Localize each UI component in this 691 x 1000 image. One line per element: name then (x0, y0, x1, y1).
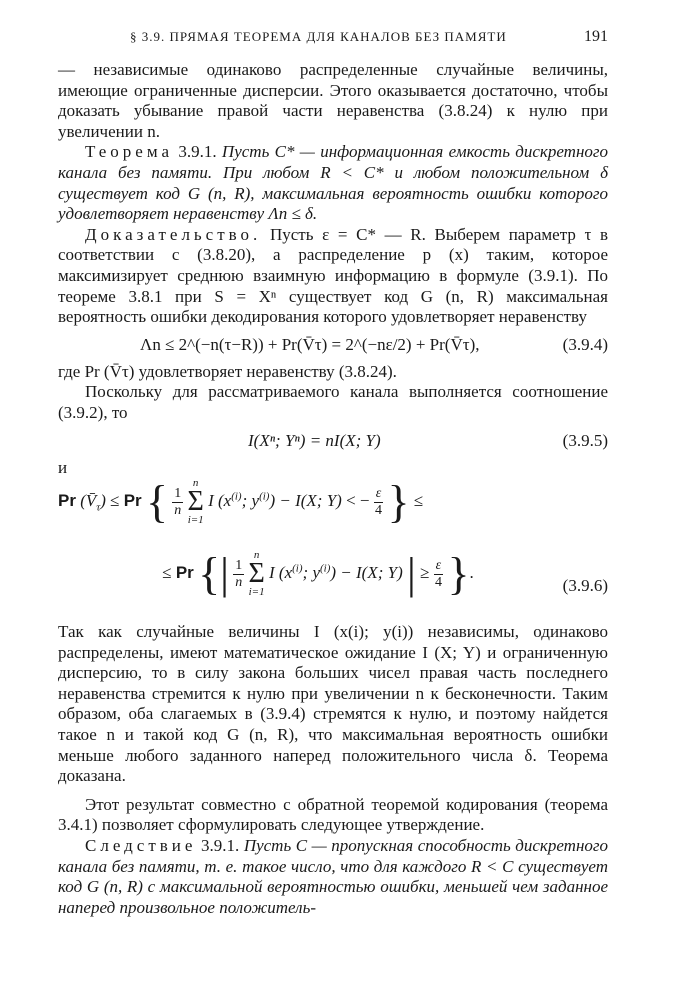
proof-text: Пусть ε = C* — R. Выберем параметр τ в соответствии с (3.8.20), а распределение p (x) таким, которое максимизирует среднюю взаимную информацию в формуле (3.9.1). По теореме 3.8.1 при S = Xⁿ существует код G (n, R) максимальная вероятность ошибки декодирования которого удовлетворяет неравенству (58, 224, 608, 327)
proof-label: Доказательство. (85, 224, 262, 244)
paragraph-result: Этот результат совместно с обратной теоремой кодирования (теорема 3.4.1) позволяет сформулировать следующее утверждение. (58, 794, 608, 835)
theorem (58, 142, 608, 224)
equation-3-9-5-body: I(Xⁿ; Yⁿ) = nI(X; Y) (248, 430, 381, 450)
theorem-text: Пусть C* — информационная емкость дискретного канала без памяти. При любом R < C* и любом положительном δ существует код G (n, R), максимальная вероятность ошибки которого удовлетворяет неравенству Λn ≤ δ. (58, 142, 609, 224)
conjunction-and: и (58, 457, 68, 477)
equation-3-9-5-number: (3.9.5) (562, 430, 608, 450)
corollary-number: 3.9.1. (201, 836, 240, 856)
equation-3-9-4-number: (3.9.4) (562, 334, 608, 354)
theorem-number: 3.9.1. (178, 142, 217, 162)
proof (58, 225, 608, 328)
page (58, 28, 608, 918)
running-header (58, 28, 608, 46)
page-number: 191 (584, 28, 608, 45)
equation-3-9-4-body: Λn ≤ 2^(−n(τ−R)) + Pr(V̄τ) = 2^(−nε/2) + Pr(V̄τ), (140, 334, 480, 354)
equation-3-9-5 (58, 424, 608, 458)
paragraph-intro: — независимые одинаково распределенные случайные величины, имеющие ограниченные дисперсии. Этого оказывается достаточно, чтобы доказать убывание правой части неравенства (3.8.24) к нулю при увеличении n. (58, 60, 608, 141)
equation-3-9-4 (58, 328, 608, 362)
header-title: § 3.9. ПРЯМАЯ ТЕОРЕМА ДЛЯ КАНАЛОВ БЕЗ ПАМЯТИ (130, 29, 507, 44)
corollary (58, 836, 608, 918)
corollary-text: Пусть C — пропускная способность дискретного канала без памяти, т. е. такое число, что для каждого R < C существует код G (n, R) с максимальной вероятностью ошибки, меньшей чем заданное наперед произвольное положитель- (58, 836, 609, 917)
paragraph-since: Поскольку для рассматриваемого канала выполняется соотношение (3.9.2), то (58, 382, 608, 422)
equation-3-9-6-number: (3.9.6) (562, 576, 608, 596)
equation-3-9-6-line1: Pr $(V̄_\tau) \le Pr$ { $\frac{1}{n}$ n Σ i=1 I ($x^{(i)}$; $y^{(i)}) - I(X$; Y) < − $\frac{\varepsilon}{4}$ } ≤ (58, 476, 424, 528)
paragraph-lln: Так как случайные величины I (x(i); y(i)) независимы, одинаково распределены, имеют математическое ожидание I (X; Y) и ограниченную дисперсию, то в силу закона больших чисел правая часть последнего неравенства стремится к нулю при увеличении n к бесконечности. Таким образом, оба слагаемых в (3.9.4) стремятся к нулю, и поэтому найдется такое n и такой код G (n, R), что максимальная вероятность ошибки меньше любого заданного наперед положительного числа δ. Теорема доказана. (58, 622, 608, 786)
corollary-label: Следствие (85, 836, 197, 856)
theorem-label: Теорема (85, 142, 174, 162)
equation-3-9-6-line2: ≤ Pr {| $\frac{1}{n}$ n Σ i=1 I ($x^{(i)}$; $y^{(i)}) - I(X$; Y) | ≥ $\frac{\varepsilon}{4}$ }. (3.9.6) (158, 548, 608, 600)
paragraph-where: где Pr (V̄τ) удовлетворяет неравенству (3.8.24). (58, 361, 397, 381)
